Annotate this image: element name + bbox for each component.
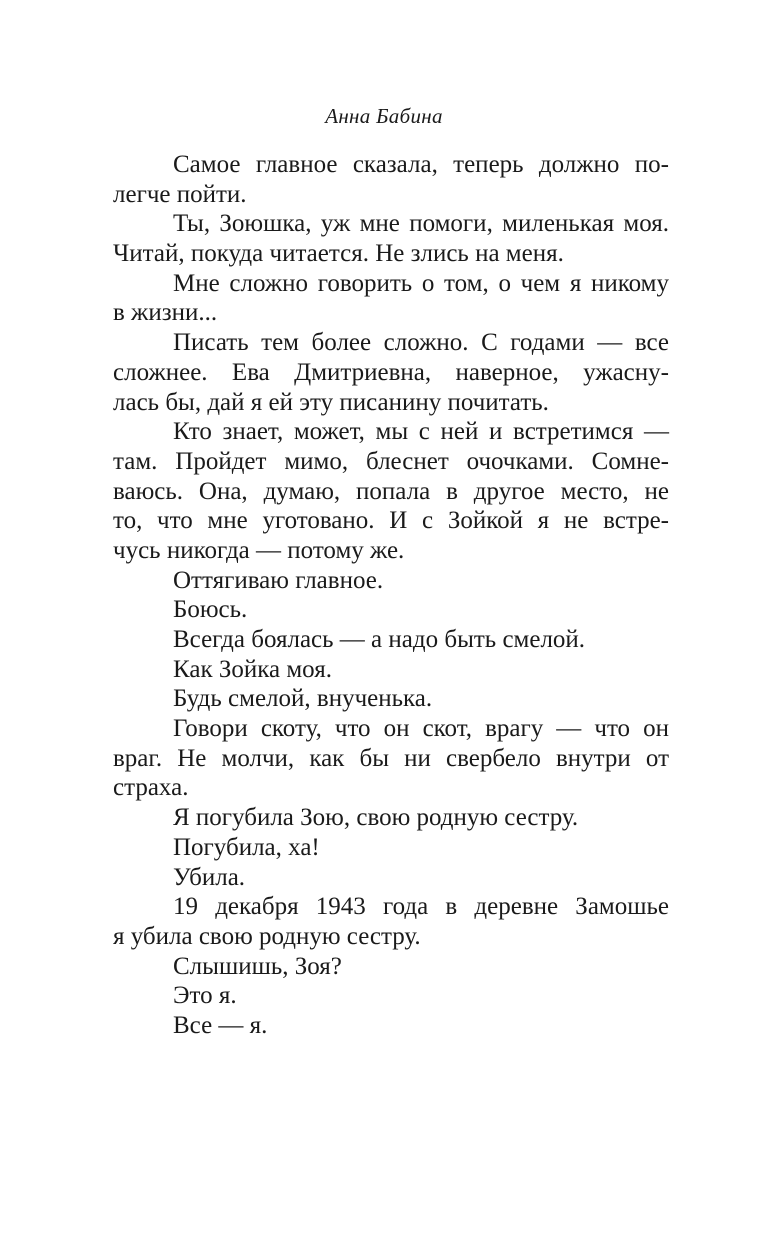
text-line: Боюсь. (173, 596, 248, 624)
text-line: в жизни... (113, 299, 218, 327)
text-line: чусь никогда — потому же. (113, 536, 405, 564)
text-line: Мне сложно говорить о том, о чем я никому (173, 269, 669, 297)
text-line: Все — я. (173, 1011, 268, 1039)
text-line: Оттягиваю главное. (173, 566, 384, 594)
body-text (113, 150, 669, 1041)
text-line: там. Пройдет мимо, блеснет очочками. Сомне- (113, 447, 669, 475)
text-line: то, что мне уготовано. И с Зойкой я не встре- (113, 507, 669, 535)
text-line: Я погубила Зою, свою родную сестру. (173, 804, 579, 832)
text-line: Ты, Зоюшка, уж мне помоги, миленькая моя. (173, 210, 669, 238)
text-line: Всегда боялась — а надо быть смелой. (173, 626, 586, 653)
text-line: Будь смелой, внученька. (173, 685, 433, 713)
text-line: легче пойти. (113, 180, 247, 208)
text-line: Это я. (173, 982, 237, 1010)
text-line: страха. (113, 774, 189, 802)
text-line: лась бы, дай я ей эту писанину почитать. (113, 388, 549, 416)
text-line: Писать тем более сложно. С годами — все (173, 329, 669, 357)
text-line: враг. Не молчи, как бы ни свербело внутри от (113, 744, 669, 772)
running-header-author: Анна Бабина (325, 104, 443, 128)
text-line: Слышишь, Зоя? (173, 952, 342, 980)
text-line: Самое главное сказала, теперь должно по- (173, 151, 669, 178)
text-line: ваюсь. Она, думаю, попала в другое место, не (113, 477, 669, 505)
text-line: Убила. (173, 863, 246, 891)
text-line: Как Зойка моя. (173, 655, 332, 683)
text-line: Читай, покуда читается. Не злись на меня. (113, 240, 564, 268)
text-line: я убила свою родную сестру. (113, 922, 421, 950)
text-line: 19 декабря 1943 года в деревне Замошье (173, 893, 669, 921)
text-line: Погубила, ха! (173, 833, 320, 861)
text-line: Говори скоту, что он скот, врагу — что он (173, 715, 669, 743)
text-line: сложнее. Ева Дмитриевна, наверное, ужасну- (113, 358, 669, 386)
text-line: Кто знает, может, мы с ней и встретимся — (173, 418, 669, 446)
